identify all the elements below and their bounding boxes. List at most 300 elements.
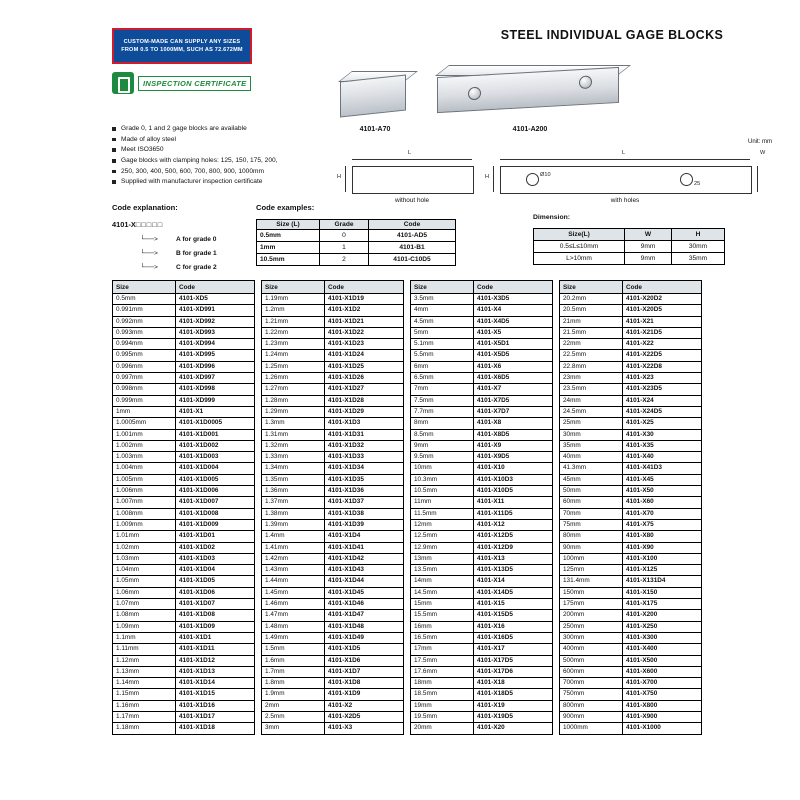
cell-size: 9mm bbox=[411, 440, 474, 451]
col-header-size: Size bbox=[411, 281, 474, 294]
table-row bbox=[560, 531, 702, 542]
cell-size: 1.28mm bbox=[262, 395, 325, 406]
code-explanation-line-grade2: C for grade 2 bbox=[176, 264, 217, 271]
cell-code: 4101-X1D48 bbox=[325, 621, 404, 632]
table-row bbox=[411, 373, 553, 384]
table-row bbox=[560, 406, 702, 417]
table-row bbox=[262, 452, 404, 463]
cell-size: 9.5mm bbox=[411, 452, 474, 463]
cell-code: 4101-X12D9 bbox=[474, 542, 553, 553]
cell-code: 4101-X21 bbox=[623, 316, 702, 327]
table-row bbox=[411, 361, 553, 372]
cell-size: 1.11mm bbox=[113, 644, 176, 655]
table-row bbox=[113, 294, 255, 305]
cell-code: 4101-X1D12 bbox=[176, 655, 255, 666]
dim-label-H-left: H bbox=[337, 174, 342, 180]
cell-code: 4101-X200 bbox=[623, 610, 702, 621]
table-row bbox=[560, 305, 702, 316]
table-row bbox=[262, 576, 404, 587]
table-row bbox=[560, 384, 702, 395]
cell-size: 1.12mm bbox=[113, 655, 176, 666]
table-header-row bbox=[262, 281, 404, 294]
cell-code: 4101-X8D5 bbox=[474, 429, 553, 440]
cell-code: 4101-X15 bbox=[474, 599, 553, 610]
cell-size: 1000mm bbox=[560, 723, 623, 734]
table-row bbox=[113, 384, 255, 395]
table-row bbox=[411, 723, 553, 734]
certificate-label: INSPECTION CERTIFICATE bbox=[138, 76, 251, 91]
cell-code: 4101-X1D16 bbox=[176, 700, 255, 711]
table-row bbox=[262, 519, 404, 530]
cell-code: 4101-X24 bbox=[623, 395, 702, 406]
block-front-face bbox=[340, 75, 406, 118]
table-row bbox=[113, 350, 255, 361]
cell-code: 4101-X1D45 bbox=[325, 587, 404, 598]
cell-code: 4101-X1D32 bbox=[325, 440, 404, 451]
table-row bbox=[560, 294, 702, 305]
cell-code: 4101-X1D31 bbox=[325, 429, 404, 440]
cell-code: 4101-XD999 bbox=[176, 395, 255, 406]
cell-code: 4101-X1D27 bbox=[325, 384, 404, 395]
cell-size: 16.5mm bbox=[411, 632, 474, 643]
table-row bbox=[113, 497, 255, 508]
cell-size: 500mm bbox=[560, 655, 623, 666]
page-title: STEEL INDIVIDUAL GAGE BLOCKS bbox=[500, 28, 724, 42]
cell-size: 125mm bbox=[560, 565, 623, 576]
cell-size: 13.5mm bbox=[411, 565, 474, 576]
table-row bbox=[113, 723, 255, 734]
table-row bbox=[113, 678, 255, 689]
cell-code: 4101-X400 bbox=[623, 644, 702, 655]
table-row bbox=[560, 486, 702, 497]
cell-code: 4101-X900 bbox=[623, 711, 702, 722]
cell-size: 1.18mm bbox=[113, 723, 176, 734]
code-examples-table bbox=[256, 219, 456, 266]
arrow-grade0-icon: └──> bbox=[140, 236, 158, 243]
table-row bbox=[560, 587, 702, 598]
table-row bbox=[560, 327, 702, 338]
hole-diameter-label: Ø10 bbox=[540, 172, 551, 178]
table-row bbox=[560, 519, 702, 530]
dimension-title: Dimension: bbox=[533, 214, 571, 221]
table-row bbox=[560, 316, 702, 327]
cell-code: 4101-X175 bbox=[623, 599, 702, 610]
table-row bbox=[560, 678, 702, 689]
cell-size: 21.5mm bbox=[560, 327, 623, 338]
table-row bbox=[560, 599, 702, 610]
cell-code: 4101-X10D3 bbox=[474, 474, 553, 485]
cell-size: 1.002mm bbox=[113, 440, 176, 451]
cell-code: 4101-X17D6 bbox=[474, 666, 553, 677]
cell-code: 4101-X18D5 bbox=[474, 689, 553, 700]
cell-code: 4101-X11 bbox=[474, 497, 553, 508]
table-row bbox=[411, 339, 553, 350]
cell-size: 41.3mm bbox=[560, 463, 623, 474]
cell-size: 1.004mm bbox=[113, 463, 176, 474]
col-header-h: H bbox=[672, 229, 725, 241]
cell-size: 300mm bbox=[560, 632, 623, 643]
table-row bbox=[113, 406, 255, 417]
cell-size: 1.48mm bbox=[262, 621, 325, 632]
table-header-row bbox=[113, 281, 255, 294]
cell-size: 1.27mm bbox=[262, 384, 325, 395]
cell-size: 0.995mm bbox=[113, 350, 176, 361]
cell-code: 4101-X6 bbox=[474, 361, 553, 372]
cell-code: 4101-X5D1 bbox=[474, 339, 553, 350]
cell-code: 4101-X1D46 bbox=[325, 599, 404, 610]
cell-size: 1.21mm bbox=[262, 316, 325, 327]
table-row bbox=[534, 241, 725, 253]
cell-size: 1.9mm bbox=[262, 689, 325, 700]
cell-size: 750mm bbox=[560, 689, 623, 700]
cell-code: 4101-X60 bbox=[623, 497, 702, 508]
table-row bbox=[113, 519, 255, 530]
cell-code: 4101-X125 bbox=[623, 565, 702, 576]
cell-code: 4101-XD996 bbox=[176, 361, 255, 372]
cell-size: 12.9mm bbox=[411, 542, 474, 553]
cell-size: 1.44mm bbox=[262, 576, 325, 587]
arrow-grade2-icon: └──> bbox=[140, 264, 158, 271]
table-row bbox=[262, 474, 404, 485]
cell-code: 4101-X800 bbox=[623, 700, 702, 711]
cell-size: 18.5mm bbox=[411, 689, 474, 700]
table-row bbox=[113, 565, 255, 576]
cell-code: 4101-X17D5 bbox=[474, 655, 553, 666]
cell-size: L>10mm bbox=[534, 253, 625, 265]
cell-size: 10mm bbox=[411, 463, 474, 474]
cell-code: 4101-X17 bbox=[474, 644, 553, 655]
cell-code: 4101-X22D8 bbox=[623, 361, 702, 372]
cell-code: 4101-X100 bbox=[623, 553, 702, 564]
cell-size: 45mm bbox=[560, 474, 623, 485]
cell-code: 4101-X500 bbox=[623, 655, 702, 666]
table-row bbox=[411, 519, 553, 530]
cell-code: 4101-X75 bbox=[623, 519, 702, 530]
table-row bbox=[411, 576, 553, 587]
table-row bbox=[560, 621, 702, 632]
cell-size: 1.3mm bbox=[262, 418, 325, 429]
cell-size: 250mm bbox=[560, 621, 623, 632]
cell-size: 1.49mm bbox=[262, 632, 325, 643]
table-row bbox=[113, 463, 255, 474]
cell-size: 1.22mm bbox=[262, 327, 325, 338]
table-row bbox=[113, 576, 255, 587]
gage-block-tables bbox=[112, 280, 702, 735]
cell-size: 1.005mm bbox=[113, 474, 176, 485]
table-row bbox=[411, 666, 553, 677]
hole-offset-label: 25 bbox=[694, 181, 701, 187]
table-row bbox=[262, 384, 404, 395]
cell-size: 1.37mm bbox=[262, 497, 325, 508]
table-row bbox=[411, 531, 553, 542]
table-row bbox=[411, 553, 553, 564]
cell-size: 12.5mm bbox=[411, 531, 474, 542]
cell-size: 200mm bbox=[560, 610, 623, 621]
col-header-code: Code bbox=[325, 281, 404, 294]
cell-code: 4101-X1D6 bbox=[325, 655, 404, 666]
code-explanation-code bbox=[112, 220, 163, 229]
cell-size: 0.991mm bbox=[113, 305, 176, 316]
table-row bbox=[262, 678, 404, 689]
code-examples-title: Code examples: bbox=[256, 203, 315, 212]
cell-size: 17.5mm bbox=[411, 655, 474, 666]
cell-code: 4101-X8 bbox=[474, 418, 553, 429]
cell-size: 22.5mm bbox=[560, 350, 623, 361]
drawing-caption-right: with holes bbox=[610, 197, 640, 204]
table-row bbox=[262, 565, 404, 576]
cell-code: 4101-X1D44 bbox=[325, 576, 404, 587]
cell-code: 4101-X1D43 bbox=[325, 565, 404, 576]
table-row bbox=[257, 254, 456, 266]
cell-size: 40mm bbox=[560, 452, 623, 463]
table-row bbox=[113, 373, 255, 384]
cell-code: 4101-X1D002 bbox=[176, 440, 255, 451]
dim-label-W-right: W bbox=[760, 150, 766, 156]
table-row bbox=[113, 452, 255, 463]
cell-size: 1.04mm bbox=[113, 565, 176, 576]
cell-code: 4101-X1D18 bbox=[176, 723, 255, 734]
table-row bbox=[113, 700, 255, 711]
cell-size: 50mm bbox=[560, 486, 623, 497]
gage-block-table-3 bbox=[410, 280, 553, 735]
cell-code: 4101-X1D37 bbox=[325, 497, 404, 508]
cell-size: 1.26mm bbox=[262, 373, 325, 384]
cell-code: 4101-C10D5 bbox=[369, 254, 456, 266]
cell-size: 1.24mm bbox=[262, 350, 325, 361]
table-row bbox=[262, 700, 404, 711]
table-row bbox=[262, 508, 404, 519]
table-row bbox=[560, 542, 702, 553]
cell-size: 1.08mm bbox=[113, 610, 176, 621]
table-row bbox=[262, 632, 404, 643]
cell-size: 1.5mm bbox=[262, 644, 325, 655]
cell-code: 4101-XD993 bbox=[176, 327, 255, 338]
table-row bbox=[560, 418, 702, 429]
cell-code: 4101-XD994 bbox=[176, 339, 255, 350]
cell-code: 4101-X1D4 bbox=[325, 531, 404, 542]
table-row bbox=[560, 361, 702, 372]
cell-code: 4101-XD997 bbox=[176, 373, 255, 384]
cell-code: 4101-X1D08 bbox=[176, 610, 255, 621]
cell-size: 131.4mm bbox=[560, 576, 623, 587]
col-header-code: Code bbox=[474, 281, 553, 294]
cell-code: 4101-X1D14 bbox=[176, 678, 255, 689]
cell-size: 30mm bbox=[560, 429, 623, 440]
table-row bbox=[411, 429, 553, 440]
table-row bbox=[113, 689, 255, 700]
product-image-4101-a200 bbox=[437, 72, 619, 108]
cell-code: 4101-X1D06 bbox=[176, 587, 255, 598]
cell-code: 4101-X700 bbox=[623, 678, 702, 689]
table-row bbox=[560, 565, 702, 576]
cell-size: 900mm bbox=[560, 711, 623, 722]
cell-size: 23.5mm bbox=[560, 384, 623, 395]
cell-code: 4101-X14 bbox=[474, 576, 553, 587]
table-row bbox=[560, 463, 702, 474]
cell-code: 4101-X1D3 bbox=[325, 418, 404, 429]
table-row bbox=[262, 339, 404, 350]
cell-size: 1.25mm bbox=[262, 361, 325, 372]
cell-code: 4101-X18 bbox=[474, 678, 553, 689]
drawing-hole-left bbox=[526, 173, 539, 186]
cell-code: 4101-X1D24 bbox=[325, 350, 404, 361]
cell-size: 25mm bbox=[560, 418, 623, 429]
code-prefix: 4101-X bbox=[112, 220, 136, 229]
cell-size: 3mm bbox=[262, 723, 325, 734]
cell-size: 700mm bbox=[560, 678, 623, 689]
table-row bbox=[262, 599, 404, 610]
cell-size: 70mm bbox=[560, 508, 623, 519]
cell-code: 4101-X9 bbox=[474, 440, 553, 451]
cell-code: 4101-X1 bbox=[176, 406, 255, 417]
cell-size: 35mm bbox=[560, 440, 623, 451]
cell-code: 4101-X1D38 bbox=[325, 508, 404, 519]
table-row bbox=[113, 542, 255, 553]
cell-code: 4101-X1D41 bbox=[325, 542, 404, 553]
cell-code: 4101-X11D5 bbox=[474, 508, 553, 519]
table-row bbox=[262, 327, 404, 338]
cell-size: 1.006mm bbox=[113, 486, 176, 497]
cell-code: 4101-X22 bbox=[623, 339, 702, 350]
table-row bbox=[262, 644, 404, 655]
table-row bbox=[411, 327, 553, 338]
cell-code: 4101-X1D34 bbox=[325, 463, 404, 474]
table-row bbox=[411, 542, 553, 553]
table-header-row bbox=[257, 220, 456, 230]
cell-code: 4101-X1D04 bbox=[176, 565, 255, 576]
cell-h: 35mm bbox=[672, 253, 725, 265]
table-row bbox=[560, 610, 702, 621]
cell-code: 4101-X1D2 bbox=[325, 305, 404, 316]
cell-code: 4101-X1D25 bbox=[325, 361, 404, 372]
table-row bbox=[262, 553, 404, 564]
cell-code: 4101-X10D5 bbox=[474, 486, 553, 497]
code-explanation-line-grade0: A for grade 0 bbox=[176, 236, 217, 243]
cell-size: 1.4mm bbox=[262, 531, 325, 542]
cell-size: 1.009mm bbox=[113, 519, 176, 530]
dim-line-H-right bbox=[493, 166, 494, 192]
cell-size: 18mm bbox=[411, 678, 474, 689]
table-row bbox=[411, 621, 553, 632]
table-row bbox=[262, 666, 404, 677]
cell-code: 4101-X50 bbox=[623, 486, 702, 497]
table-row bbox=[262, 531, 404, 542]
cell-code: 4101-X1D42 bbox=[325, 553, 404, 564]
cell-code: 4101-X1D29 bbox=[325, 406, 404, 417]
cell-size: 1.6mm bbox=[262, 655, 325, 666]
table-row bbox=[262, 689, 404, 700]
cell-size: 20.5mm bbox=[560, 305, 623, 316]
cell-size: 1.23mm bbox=[262, 339, 325, 350]
custom-made-badge: CUSTOM-MADE CAN SUPPLY ANY SIZES FROM 0.5 TO 1000MM, SUCH AS 72.672MM bbox=[112, 28, 252, 64]
cell-size: 1.42mm bbox=[262, 553, 325, 564]
cell-size: 1.05mm bbox=[113, 576, 176, 587]
cell-size: 90mm bbox=[560, 542, 623, 553]
cell-code: 4101-X1D09 bbox=[176, 621, 255, 632]
cell-size: 1.39mm bbox=[262, 519, 325, 530]
cell-code: 4101-X3D5 bbox=[474, 294, 553, 305]
cell-code: 4101-X20D5 bbox=[623, 305, 702, 316]
cell-size: 17.6mm bbox=[411, 666, 474, 677]
col-header-size: Size(L) bbox=[534, 229, 625, 241]
cell-code: 4101-X12 bbox=[474, 519, 553, 530]
cell-code: 4101-X7 bbox=[474, 384, 553, 395]
cell-size: 5.5mm bbox=[411, 350, 474, 361]
cell-size: 21mm bbox=[560, 316, 623, 327]
cell-size: 1.14mm bbox=[113, 678, 176, 689]
cell-code: 4101-X12D5 bbox=[474, 531, 553, 542]
cell-size: 17mm bbox=[411, 644, 474, 655]
cell-size: 20mm bbox=[411, 723, 474, 734]
table-row bbox=[113, 486, 255, 497]
cell-code: 4101-XD992 bbox=[176, 316, 255, 327]
table-row bbox=[560, 655, 702, 666]
cell-size: 150mm bbox=[560, 587, 623, 598]
cell-code: 4101-X10 bbox=[474, 463, 553, 474]
cell-code: 4101-X1000 bbox=[623, 723, 702, 734]
cell-code: 4101-X600 bbox=[623, 666, 702, 677]
cell-code: 4101-XD991 bbox=[176, 305, 255, 316]
table-row bbox=[411, 418, 553, 429]
cell-size: 1.35mm bbox=[262, 474, 325, 485]
table-row bbox=[411, 384, 553, 395]
table-row bbox=[411, 655, 553, 666]
table-row bbox=[560, 497, 702, 508]
cell-code: 4101-X1D1 bbox=[176, 632, 255, 643]
table-row bbox=[262, 587, 404, 598]
dimension-table bbox=[533, 228, 725, 265]
cell-code: 4101-X41D3 bbox=[623, 463, 702, 474]
cell-code: 4101-X1D47 bbox=[325, 610, 404, 621]
cell-size: 13mm bbox=[411, 553, 474, 564]
table-row bbox=[411, 632, 553, 643]
table-row bbox=[262, 418, 404, 429]
cell-size: 1.003mm bbox=[113, 452, 176, 463]
cell-size: 0.999mm bbox=[113, 395, 176, 406]
cell-code: 4101-X5 bbox=[474, 327, 553, 338]
cell-size: 23mm bbox=[560, 373, 623, 384]
cell-size: 1.47mm bbox=[262, 610, 325, 621]
table-row bbox=[411, 395, 553, 406]
cell-size: 6.5mm bbox=[411, 373, 474, 384]
cell-size: 16mm bbox=[411, 621, 474, 632]
table-row bbox=[113, 531, 255, 542]
table-row bbox=[411, 474, 553, 485]
cell-size: 8.5mm bbox=[411, 429, 474, 440]
cell-code: 4101-X1D17 bbox=[176, 711, 255, 722]
cell-code: 4101-X1D9 bbox=[325, 689, 404, 700]
cell-size: 7mm bbox=[411, 384, 474, 395]
cell-w: 9mm bbox=[625, 241, 672, 253]
cell-size: 1.001mm bbox=[113, 429, 176, 440]
table-row bbox=[411, 711, 553, 722]
dim-label-L-left: L bbox=[408, 150, 412, 156]
cell-size: 4mm bbox=[411, 305, 474, 316]
table-row bbox=[262, 655, 404, 666]
table-row bbox=[411, 565, 553, 576]
table-row bbox=[262, 395, 404, 406]
table-row bbox=[411, 678, 553, 689]
cell-code: 4101-X25 bbox=[623, 418, 702, 429]
cell-size: 1.2mm bbox=[262, 305, 325, 316]
cell-code: 4101-X750 bbox=[623, 689, 702, 700]
code-explanation-title: Code explanation: bbox=[112, 203, 178, 212]
cell-size: 1.7mm bbox=[262, 666, 325, 677]
table-row bbox=[113, 474, 255, 485]
cell-size: 0.5mm bbox=[257, 230, 320, 242]
cell-size: 19mm bbox=[411, 700, 474, 711]
cell-size: 1.45mm bbox=[262, 587, 325, 598]
